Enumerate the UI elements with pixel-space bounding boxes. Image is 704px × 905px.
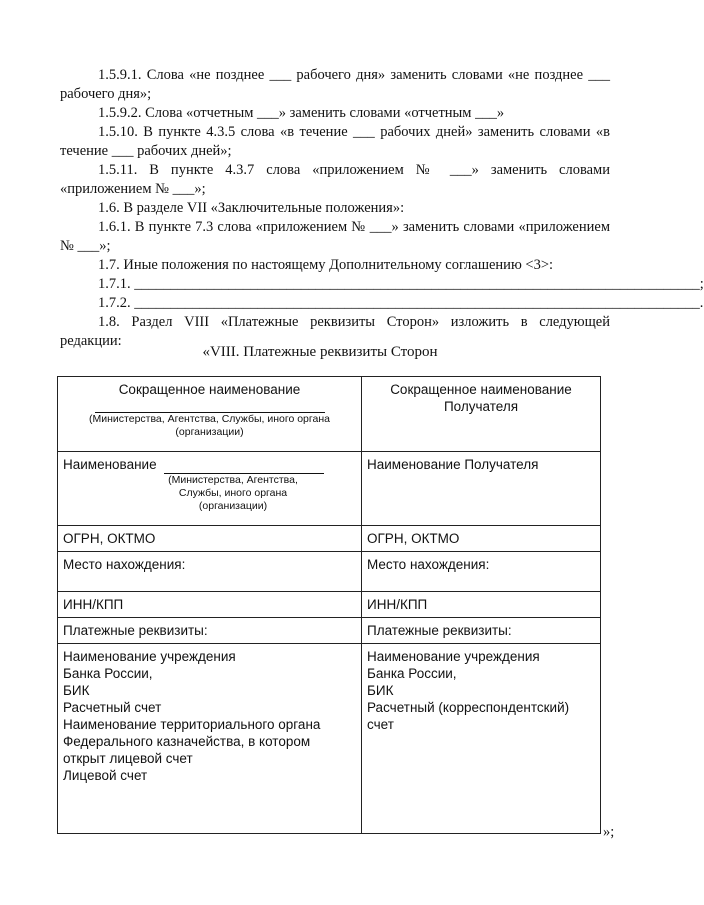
table-row xyxy=(58,618,601,644)
left-bank-line: БИК xyxy=(63,683,90,698)
left-name-cell xyxy=(58,452,362,526)
right-inn-cell: ИНН/КПП xyxy=(362,592,601,618)
paragraph-1-6: 1.6. В разделе VII «Заключительные положения»: xyxy=(98,200,405,216)
left-name-blank-line xyxy=(164,456,324,474)
right-header-label: Сокращенное наименование Получателя xyxy=(390,382,572,414)
left-bank-line: Расчетный счет xyxy=(63,700,162,715)
left-bank-line: Лицевой счет xyxy=(63,768,148,783)
left-header-note: (Министерства, Агентства, Службы, иного органа (организации) xyxy=(89,413,330,438)
table-row xyxy=(58,552,601,592)
paragraph-1-5-9-1: 1.5.9.1. Слова «не позднее ___ рабочего дня» заменить словами «не позднее ___ рабочего дня»; xyxy=(60,67,610,102)
paragraph-1-5-10: 1.5.10. В пункте 4.3.5 слова «в течение ___ рабочих дней» заменить словами «в течение ___ рабочих дней»; xyxy=(60,124,610,159)
paragraph-1-5-11: 1.5.11. В пункте 4.3.7 слова «приложением № ___» заменить словами «приложением № ___»; xyxy=(60,162,610,197)
paragraph-1-6-1: 1.6.1. В пункте 7.3 слова «приложением № ___» заменить словами «приложением № ___»; xyxy=(60,219,610,254)
table-row xyxy=(58,452,601,526)
left-bank-line: Наименование учреждения xyxy=(63,649,236,664)
right-bank-line: Наименование учреждения xyxy=(367,649,540,664)
right-name-label: Наименование Получателя xyxy=(367,457,539,472)
right-bank-line: Расчетный (корреспондентский) xyxy=(367,700,570,715)
paragraph-1-7-2: 1.7.2. ______________________________________________________________________________. xyxy=(98,295,704,311)
right-bank-line: БИК xyxy=(367,683,394,698)
section-title: «VIII. Платежные реквизиты Сторон xyxy=(202,344,438,360)
paragraph-1-5-9-2: 1.5.9.2. Слова «отчетным ___» заменить словами «отчетным ___» xyxy=(98,105,505,121)
payment-details-table xyxy=(57,376,601,834)
right-bank-line: Банка России, xyxy=(367,666,457,681)
paragraph-1-7: 1.7. Иные положения по настоящему Дополнительному соглашению <3>: xyxy=(98,257,554,273)
closing-quote: »; xyxy=(603,824,615,840)
right-header-cell xyxy=(362,377,601,452)
left-inn-cell: ИНН/КПП xyxy=(58,592,362,618)
right-bank-cell xyxy=(362,644,601,834)
left-bank-line: открыт лицевой счет xyxy=(63,751,193,766)
left-bank-cell xyxy=(58,644,362,834)
left-payment-cell: Платежные реквизиты: xyxy=(58,618,362,644)
right-bank-line: счет xyxy=(367,717,394,732)
left-location-cell: Место нахождения: xyxy=(58,552,362,592)
left-name-note: (Министерства, Агентства, Службы, иного органа (организации) xyxy=(168,474,298,512)
left-bank-line: Банка России, xyxy=(63,666,153,681)
right-name-cell xyxy=(362,452,601,526)
left-name-label: Наименование xyxy=(63,457,157,472)
left-header-cell xyxy=(58,377,362,452)
paragraph-1-8: 1.8. Раздел VIII «Платежные реквизиты Сторон» изложить в следующей редакции: xyxy=(60,314,610,349)
table-row xyxy=(58,377,601,452)
right-ogrn-cell: ОГРН, ОКТМО xyxy=(362,526,601,552)
left-ogrn-cell: ОГРН, ОКТМО xyxy=(58,526,362,552)
left-header-blank-line xyxy=(95,404,325,413)
right-payment-cell: Платежные реквизиты: xyxy=(362,618,601,644)
table-row xyxy=(58,526,601,552)
left-bank-line: Федерального казначейства, в котором xyxy=(63,734,311,749)
left-header-label: Сокращенное наименование xyxy=(118,382,301,397)
table-row xyxy=(58,644,601,834)
table-row xyxy=(58,592,601,618)
left-bank-line: Наименование территориального органа xyxy=(63,717,321,732)
paragraph-1-7-1: 1.7.1. ______________________________________________________________________________; xyxy=(98,276,704,292)
right-location-cell: Место нахождения: xyxy=(362,552,601,592)
